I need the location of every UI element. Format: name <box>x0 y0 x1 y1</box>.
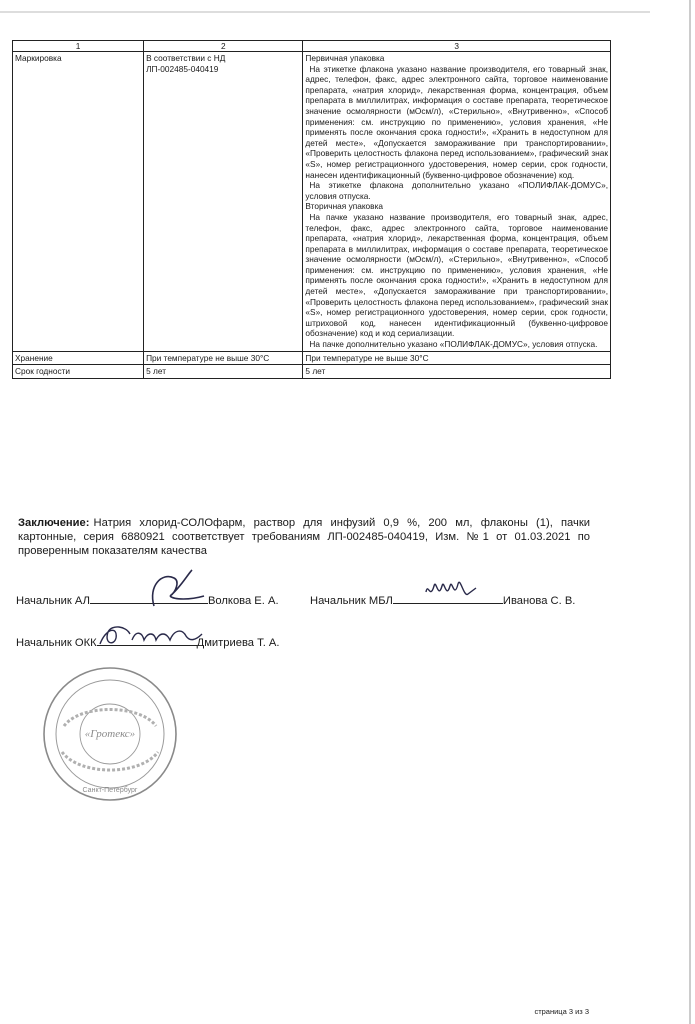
stamp-seal <box>40 664 180 804</box>
storage-result: При температуре не выше 30°С <box>303 351 611 365</box>
shelf-life-result: 5 лет <box>303 365 611 379</box>
marking-result <box>303 52 611 352</box>
stamp-center-text: «Гротекс» <box>84 728 136 740</box>
signature-name-mbl: Иванова С. В. <box>502 595 576 607</box>
storage-label: Хранение <box>13 351 144 365</box>
marking-label: Маркировка <box>13 52 144 352</box>
primary-extra: На этикетке флакона дополнительно указано «ПОЛИФЛАК-ДОМУС», условия отпуска. <box>305 180 608 201</box>
table-row-shelf-life <box>13 365 611 379</box>
secondary-extra: На пачке дополнительно указано «ПОЛИФЛАК-ДОМУС», условия отпуска. <box>309 339 598 350</box>
header-col-3: 3 <box>303 41 611 52</box>
marking-requirement-line2: ЛП-002485-040419 <box>146 63 219 74</box>
header-col-2: 2 <box>144 41 303 52</box>
shelf-life-label: Срок годности <box>13 365 144 379</box>
signature-scribble-okk <box>96 618 206 652</box>
primary-text: На этикетке флакона указано название производителя, его товарный знак, адрес, телефон, факс, адрес электронного сайта, торговое наименование препарата, «натрия хлорид», лекарственная форма, концентрация, объем препарата в миллилитрах, информация о составе препарата, теоретическое значение осмолярности (мОсм/л), «Стерильно», «Внутривенно», «Способ применения: см. инструкцию по применению», условия хранения, «Не применять после окончания срока годности!», «Хранить в недоступном для детей месте», «Допускается замораживание при транспортировании», «Проверить целостность флакона перед использованием», графический знак «S», номер регистрационного удостоверения, номер серии, срок годности, нанесен идентификационный (буквенно-цифровое обозначение) код. <box>305 63 608 180</box>
conclusion <box>18 516 590 559</box>
secondary-heading: Вторичная упаковка <box>305 201 383 212</box>
table-row-marking <box>13 52 611 352</box>
shelf-life-requirement: 5 лет <box>144 365 303 379</box>
marking-requirement <box>144 52 303 352</box>
signature-title-okk: Начальник ОКК <box>16 637 97 649</box>
signature-name-okk: Дмитриева Т. А. <box>196 637 280 649</box>
primary-heading: Первичная упаковка <box>305 53 385 63</box>
signature-scribble-mbl <box>420 572 480 606</box>
table-header-row <box>13 41 611 52</box>
marking-requirement-line1: В соответствии с НД <box>146 53 226 63</box>
secondary-text: На пачке указано название производителя, его товарный знак, адрес, телефон, факс, адрес электронного сайта, торговое наименование препарата, «натрия хлорид», лекарственная форма, концентрация, объем препарата в миллилитрах, информация о составе препарата, теоретическое значение осмолярности (мОсм/л), «Стерильно», «Внутривенно», «Способ применения: см. инструкцию по применению», условия хранения, «Не применять после окончания срока годности!», «Хранить в недоступном для детей месте», «Допускается замораживание при транспортировании», «Проверить целостность флакона перед использованием», графический знак «S», номер регистрационного удостоверения, номер серии, срок годности, штриховой код, нанесен идентификационный (буквенно-цифровое обозначение) код и код сериализации. <box>305 211 608 339</box>
signature-title-mbl: Начальник МБЛ <box>310 595 393 607</box>
stamp-city: Санкт-Петербург <box>82 787 138 794</box>
table-row-storage <box>13 351 611 365</box>
spec-table <box>12 40 611 379</box>
conclusion-text: Натрия хлорид-СОЛОфарм, раствор для инфузий 0,9 %, 200 мл, флаконы (1), пачки картонные, серия 6880921 соответствует требованиям ЛП-002485-040419, Изм. №1 от 01.03.2021 по проверенным показателям качества <box>18 517 590 558</box>
conclusion-label: Заключение: <box>18 517 90 529</box>
storage-requirement: При температуре не выше 30°С <box>144 351 303 365</box>
signature-name-al: Волкова Е. А. <box>207 595 279 607</box>
header-col-1: 1 <box>13 41 144 52</box>
page-number: страница 3 из 3 <box>534 1007 589 1016</box>
signature-scribble-al <box>140 566 210 612</box>
signature-title-al: Начальник АЛ <box>16 595 90 607</box>
